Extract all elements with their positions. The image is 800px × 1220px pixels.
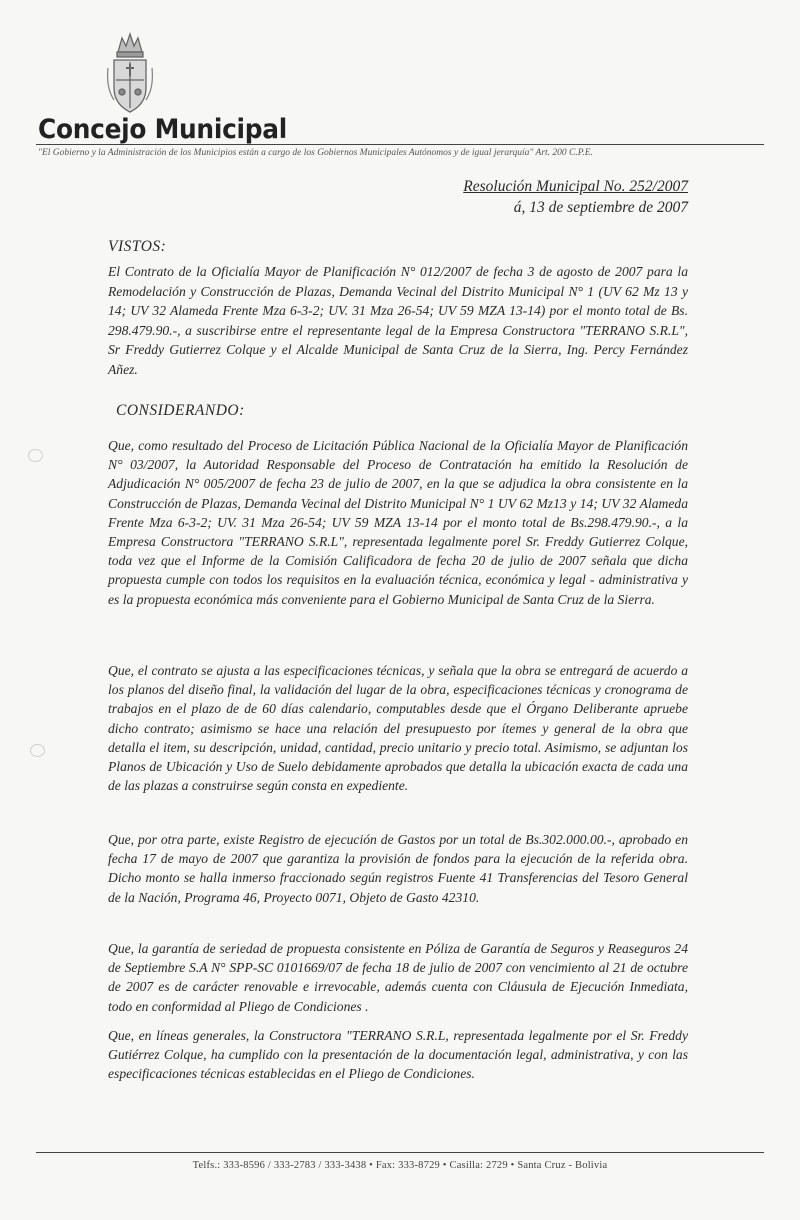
footer-divider	[36, 1152, 764, 1153]
header-motto: "El Gobierno y la Administración de los Municipios están a cargo de los Gobiernos Municipales Autónomos y de igual jerarquía" Art. 200 C.P.E.	[38, 148, 593, 158]
punch-hole-mark	[28, 449, 43, 462]
considerando-paragraph-4: Que, la garantía de seriedad de propuesta consistente en Póliza de Garantía de Seguros y Reaseguros 24 de Septiembre S.A N° SPP-SC 0101669/07 de fecha 18 de julio de 2007 con vencimiento al 21 de octubre de 2007 es de carácter renovable e irrevocable, además cuenta con Cláusula de Ejecución Inmediata, todo en conformidad al Pliego de Condiciones .	[108, 941, 688, 1014]
header-divider	[36, 144, 764, 145]
considerando-paragraph-3: Que, por otra parte, existe Registro de ejecución de Gastos por un total de Bs.302.000.00.-, aprobado en fecha 17 de mayo de 2007 que garantiza la provisión de fondos para la ejecución de la referida obra. Dicho monto se halla inmerso fraccionado según registros Fuente 41 Transferencias del Tesoro General de la Nación, Programa 46, Proyecto 0071, Objeto de Gasto 42310.	[108, 832, 688, 905]
considerando-heading: CONSIDERANDO:	[116, 402, 245, 419]
punch-hole-mark	[30, 744, 45, 757]
considerando-paragraph-1: Que, como resultado del Proceso de Licitación Pública Nacional de la Oficialía Mayor de Planificación N° 03/2007, la Autoridad Responsable del Proceso de Contratación ha emitido la Resolución de Adjudicación N° 005/2007 de fecha 23 de julio de 2007, en la que se adjudica la obra consistente en la Construcción de Plazas, Demanda Vecinal del Distrito Municipal N° 1 UV 62 Mz13 y 14; UV 32 Alameda Frente Mza 6-3-2; UV. 31 Mza 26-54; UV 59 MZA 13-14 por el monto total de Bs.298.479.90.-, a la Empresa Constructora "TERRANO S.R.L", representada legalmente porel Sr. Freddy Gutierrez Colque, toda vez que el Informe de la Comisión Calificadora de fecha 20 de julio de 2007 señala que dicha propuesta cumple con todos los requisitos en la evaluación técnica, económica y legal - administrativa y es la propuesta económica más conveniente para el Gobierno Municipal de Santa Cruz de la Sierra.	[108, 438, 688, 607]
resolution-number: Resolución Municipal No. 252/2007	[463, 178, 688, 195]
coat-of-arms-icon	[104, 28, 156, 118]
resolution-date: á, 13 de septiembre de 2007	[513, 199, 688, 216]
considerando-paragraph-5: Que, en líneas generales, la Constructora "TERRANO S.R.L, representada legalmente por el Sr. Freddy Gutiérrez Colque, ha cumplido con la presentación de la documentación legal, administrativa, y con las especificaciones técnicas establecidas en el Pliego de Condiciones.	[108, 1028, 688, 1082]
footer-contact: Telfs.: 333-8596 / 333-2783 / 333-3438 • Fax: 333-8729 • Casilla: 2729 • Santa Cruz - Bolivia	[192, 1160, 608, 1171]
considerando-paragraph-2: Que, el contrato se ajusta a las especificaciones técnicas, y señala que la obra se entregará de acuerdo a los planos del diseño final, la validación del lugar de la obra, especificaciones técnicas y cronograma de trabajos en el plazo de de 60 días calendario, computables desde que el Órgano Deliberante apruebe dicho contrato; asimismo se hace una relación del presupuesto por ítemes y general de la obra que detalla el item, su descripción, unidad, cantidad, precio unitario y precio total. Asimismo, se adjuntan los Planos de Ubicación y Uso de Suelo debidamente aprobados que detalla la ubicación exacta de cada una de las plazas a construirse según consta en expediente.	[108, 663, 688, 794]
organization-name: Concejo Municipal	[38, 114, 287, 145]
vistos-paragraph: El Contrato de la Oficialía Mayor de Planificación N° 012/2007 de fecha 3 de agosto de 2007 para la Remodelación y Construcción de Plazas, Demanda Vecinal del Distrito Municipal N° 1 (UV 62 Mz 13 y 14; UV 32 Alameda Frente Mza 6-3-2; UV. 31 Mza 26-54; UV 59 MZA 13-14) por el monto total de Bs. 298.479.90.-, a suscribirse entre el representante legal de la Empresa Constructora "TERRANO S.R.L", Sr Freddy Gutierrez Colque y el Alcalde Municipal de Santa Cruz de la Sierra, Ing. Percy Fernández Añez.	[108, 264, 688, 377]
vistos-heading: VISTOS:	[108, 238, 167, 255]
